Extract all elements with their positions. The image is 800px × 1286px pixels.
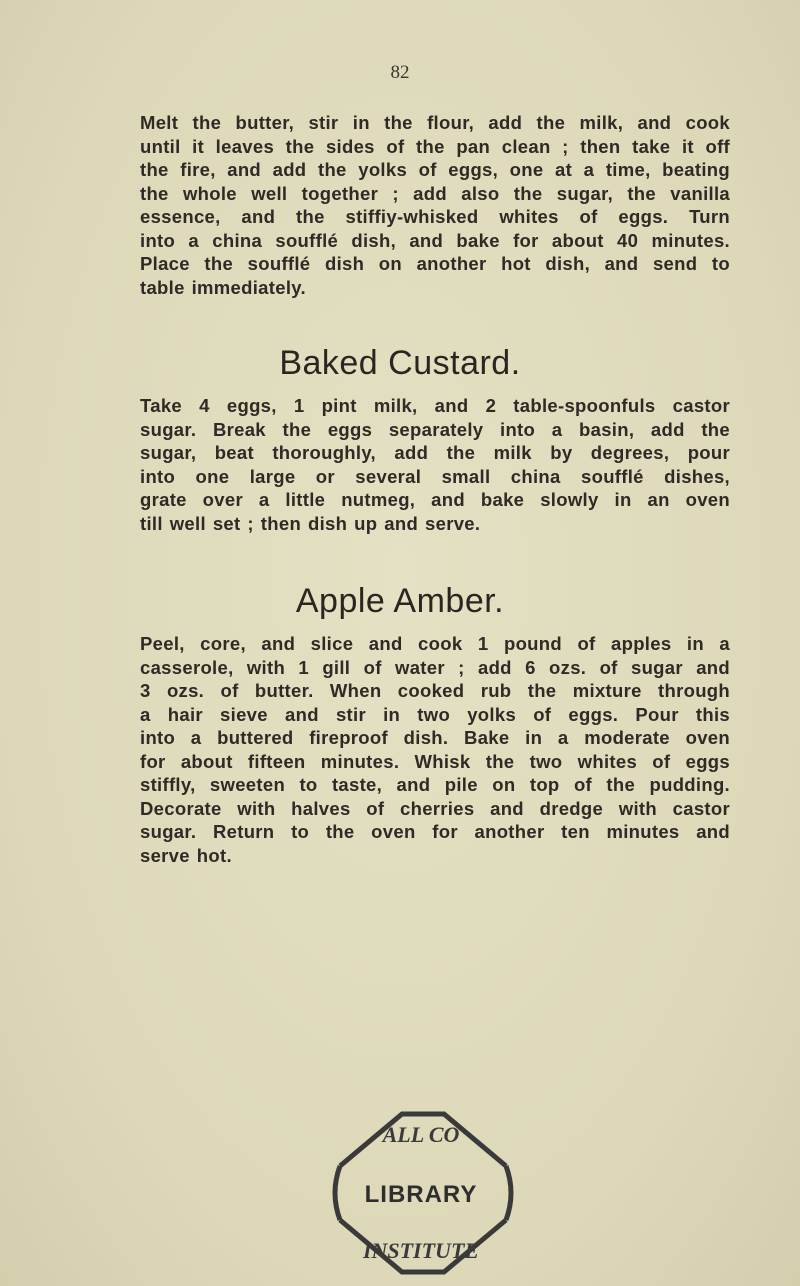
text-line: Place the soufflé dish on another hot dish, and send to (140, 253, 730, 274)
text-line: stiffly, sweeten to taste, and pile on top of the pudding. (140, 774, 730, 795)
library-stamp (328, 1108, 514, 1278)
text-line: the whole well together ; add also the sugar, the vanilla (140, 182, 730, 204)
text-line: for about fifteen minutes. Whisk the two whites of eggs (140, 750, 730, 772)
heading-baked-custard: Baked Custard. (279, 344, 521, 382)
stamp-center-text: LIBRARY (364, 1181, 478, 1208)
text-line: until it leaves the sides of the pan clean ; then take it off (140, 135, 730, 157)
apple-amber-paragraph (140, 632, 730, 867)
text-line: casserole, with 1 gill of water ; add 6 ozs. of sugar and (140, 656, 730, 678)
text-line: into a buttered fireproof dish. Bake in a moderate oven (140, 727, 730, 748)
text-line: sugar. Break the eggs separately into a basin, add the (140, 418, 730, 440)
text-line: a hair sieve and stir in two yolks of eggs. Pour this (140, 703, 730, 725)
stamp-top-text: ALL CO (382, 1122, 460, 1147)
intro-paragraph (140, 111, 730, 299)
stamp-left-border (335, 1166, 340, 1220)
heading-apple-amber: Apple Amber. (295, 582, 505, 620)
text-line: the fire, and add the yolks of eggs, one at a time, beating (140, 159, 730, 180)
text-line: Peel, core, and slice and cook 1 pound of apples in a (140, 633, 730, 654)
text-line: Decorate with halves of cherries and dredge with castor (140, 797, 730, 819)
text-line: grate over a little nutmeg, and bake slowly in an oven (140, 489, 730, 510)
text-line: essence, and the stiffiy-whisked whites of eggs. Turn (140, 206, 730, 227)
text-line: table immediately. (140, 276, 306, 298)
text-line: Melt the butter, stir in the flour, add the milk, and cook (140, 112, 730, 133)
page-number: 82 (390, 62, 410, 83)
text-line: sugar, beat thoroughly, add the milk by degrees, pour (140, 442, 730, 463)
text-line: serve hot. (140, 844, 232, 866)
text-line: 3 ozs. of butter. When cooked rub the mixture through (140, 680, 730, 701)
text-line: into a china soufflé dish, and bake for about 40 minutes. (140, 229, 730, 251)
text-line: into one large or several small china soufflé dishes, (140, 465, 730, 487)
stamp-bottom-text: INSTITUTE (362, 1238, 480, 1263)
text-line: sugar. Return to the oven for another ten minutes and (140, 821, 730, 842)
baked-custard-paragraph (140, 394, 730, 535)
text-line: Take 4 eggs, 1 pint milk, and 2 table-spoonfuls castor (140, 395, 730, 416)
text-line: till well set ; then dish up and serve. (140, 512, 481, 534)
stamp-right-border (506, 1166, 511, 1220)
